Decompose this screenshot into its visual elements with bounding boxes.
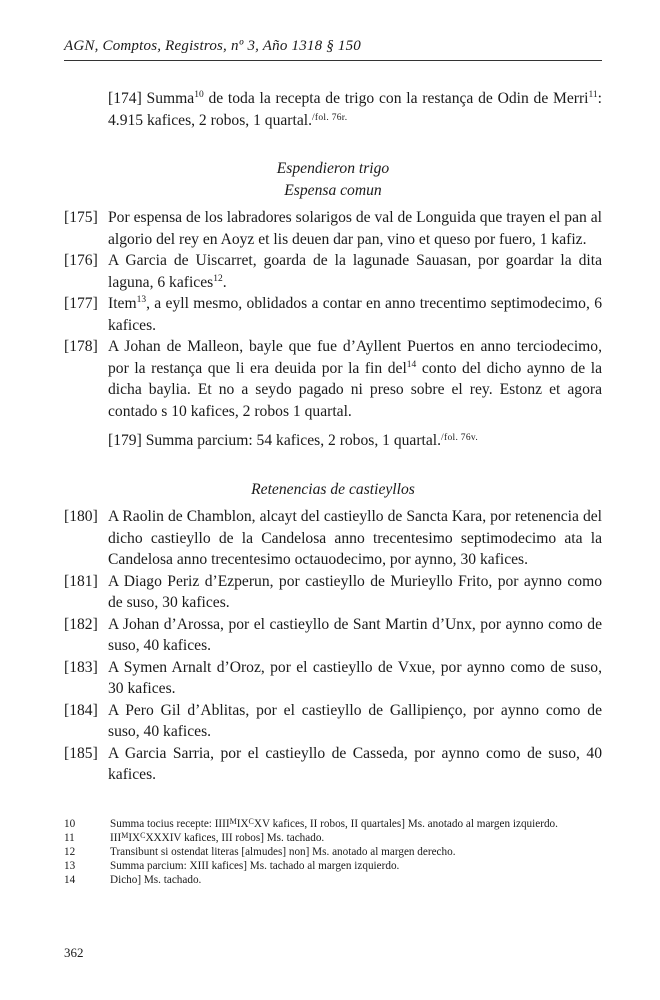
entry-text xyxy=(108,250,602,293)
footnote-superscript: C xyxy=(248,817,254,826)
entry-number: [182] xyxy=(64,615,98,633)
footnote-superscript: M xyxy=(229,817,237,826)
entry-text-body: A Johan de Malleon, bayle que fue d’Ayllent Puertos en anno terciodecimo, por la restança que li era deuida por la fin del xyxy=(108,338,602,377)
footnote-text-part: IX xyxy=(128,832,141,844)
footnote-text-part: XXXIV kafices, III robos] Ms. tachado. xyxy=(145,832,325,844)
footnote-ref-10[interactable]: 10 xyxy=(194,90,204,100)
footnote-text: Summa parcium: XIII kafices] Ms. tachado al margen izquierdo. xyxy=(110,860,400,872)
entries-espensa xyxy=(64,207,602,422)
entry-181 xyxy=(64,571,602,614)
entry-number: [181] xyxy=(64,572,98,590)
entry-number: [179] xyxy=(108,432,142,449)
entry-number: [174] xyxy=(108,90,142,107)
entry-number: [176] xyxy=(64,252,98,269)
entry-text-body: Por espensa de los labradores solarigos de val de Longuida que trayen el pan al algorio del rey en Aoyz et lis deuen dar pan, vino et queso por fuero, 1 kafiz. xyxy=(108,209,602,248)
footnote-ref-12[interactable]: 12 xyxy=(213,273,223,284)
entry-177 xyxy=(64,293,602,336)
footnote-text xyxy=(110,817,602,831)
footnote-text: Transibunt si ostendat literas [almudes] non] Ms. anotado al margen derecho. xyxy=(110,846,456,858)
page-number: 362 xyxy=(64,945,84,960)
entry-178 xyxy=(64,336,602,422)
document-body xyxy=(64,88,602,786)
section-heading-espendieron: Espendieron trigo xyxy=(276,160,390,177)
section-heading-retenencias: Retenencias de castieyllos xyxy=(251,480,415,498)
footnote-number: 14 xyxy=(64,874,76,886)
entry-176 xyxy=(64,250,602,293)
entry-text xyxy=(108,207,602,250)
footnote-number: 11 xyxy=(64,832,75,844)
entry-text-tail: conto del dicho aynno de la dicha baylia. Et no a seydo pagado ni preso sobre el rey. Estonz et agora contado s 10 kafices, 2 robos 1 quartal. xyxy=(108,359,603,420)
entry-182 xyxy=(64,614,602,657)
footnote-text-part: XV kafices, II robos, II quartales] Ms. anotado al margen izquierdo. xyxy=(253,818,558,830)
footnote-ref-14[interactable]: 14 xyxy=(406,359,417,370)
entry-text: A Johan d’Arossa, por el castieyllo de Sant Martin d’Unx, por aynno como de suso, 40 kafices. xyxy=(108,615,602,654)
entry-text: A Pero Gil d’Ablitas, por el castieyllo de Gallipienço, por aynno como de suso, 40 kafices. xyxy=(108,701,602,740)
footnote-12 xyxy=(64,845,602,859)
entry-number: [185] xyxy=(64,744,98,762)
entry-text-middle: de toda la recepta de trigo con la restança de Odin de Merri xyxy=(203,90,589,107)
entry-text-body: Item xyxy=(108,295,137,312)
entry-text xyxy=(108,336,602,422)
entries-retenencias xyxy=(64,506,602,786)
folio-marker: /fol. 76v. xyxy=(441,433,478,443)
footnote-text-part: Summa tocius recepte: IIII xyxy=(110,818,230,830)
footnote-number: 12 xyxy=(64,846,76,858)
entry-184 xyxy=(64,700,602,743)
entry-text: A Raolin de Chamblon, alcayt del castieyllo de Sancta Kara, por retenencia del dicho castieyllo de la Candelosa anno trecentesimo septimodecimo ata la Candelosa anno trecentesimo octauodecimo, por aynno, 30 kafices. xyxy=(108,508,602,568)
running-head: AGN, Comptos, Registros, nº 3, Año 1318 § 150 xyxy=(64,38,361,54)
footnote-10 xyxy=(64,817,602,831)
footnote-text-part: III xyxy=(110,832,122,844)
footnote-number: 10 xyxy=(64,818,76,830)
entry-text-end: : 4.915 kafices, 2 robos, 1 quartal. xyxy=(108,90,602,129)
entry-175 xyxy=(64,207,602,250)
entry-185 xyxy=(64,743,602,786)
entry-number: [184] xyxy=(64,701,98,719)
entry-number: [177] xyxy=(64,295,98,312)
header-rule xyxy=(64,60,602,61)
entry-text-start: Summa xyxy=(146,90,195,107)
footnote-ref-11[interactable]: 11 xyxy=(588,90,598,100)
entry-number: [183] xyxy=(64,658,98,676)
entry-180 xyxy=(64,506,602,571)
footnote-superscript: C xyxy=(140,831,146,840)
entry-179 xyxy=(108,430,602,452)
entry-text: A Garcia Sarria, por el castieyllo de Casseda, por aynno como de suso, 40 kafices. xyxy=(108,744,602,783)
entry-text: Summa parcium: 54 kafices, 2 robos, 1 quartal. xyxy=(145,432,442,449)
footnote-11 xyxy=(64,831,602,845)
footnote-text: Dicho] Ms. tachado. xyxy=(110,874,202,886)
footnote-text xyxy=(110,831,602,845)
footnote-text-part: IX xyxy=(236,818,249,830)
footnotes xyxy=(64,817,602,887)
footnote-14 xyxy=(64,873,602,887)
entry-174 xyxy=(108,88,602,131)
footnote-superscript: M xyxy=(121,831,129,840)
entry-number: [175] xyxy=(64,209,98,226)
entry-text-tail: , a eyll mesmo, oblidados a contar en anno trecentimo septimodecimo, 6 kafices. xyxy=(108,295,602,334)
entry-text: A Diago Periz d’Ezperun, por castieyllo de Murieyllo Frito, por aynno como de suso, 30 kafices. xyxy=(108,572,602,611)
footnote-ref-13[interactable]: 13 xyxy=(136,295,147,305)
entry-text xyxy=(108,293,602,336)
section-heading-espensa: Espensa comun xyxy=(284,181,382,199)
folio-marker: /fol. 76r. xyxy=(311,112,348,123)
entry-number: [178] xyxy=(64,338,98,355)
entry-text-tail: . xyxy=(222,273,227,291)
entry-183 xyxy=(64,657,602,700)
entry-text-body: A Garcia de Uiscarret, goarda de la lagunade Sauasan, por goardar la dita laguna, 6 kafices xyxy=(108,252,602,291)
entry-number: [180] xyxy=(64,508,98,525)
footnote-13 xyxy=(64,859,602,873)
footnote-number: 13 xyxy=(64,860,76,872)
entry-text: A Symen Arnalt d’Oroz, por el castieyllo de Vxue, por aynno como de suso, 30 kafices. xyxy=(108,658,602,697)
